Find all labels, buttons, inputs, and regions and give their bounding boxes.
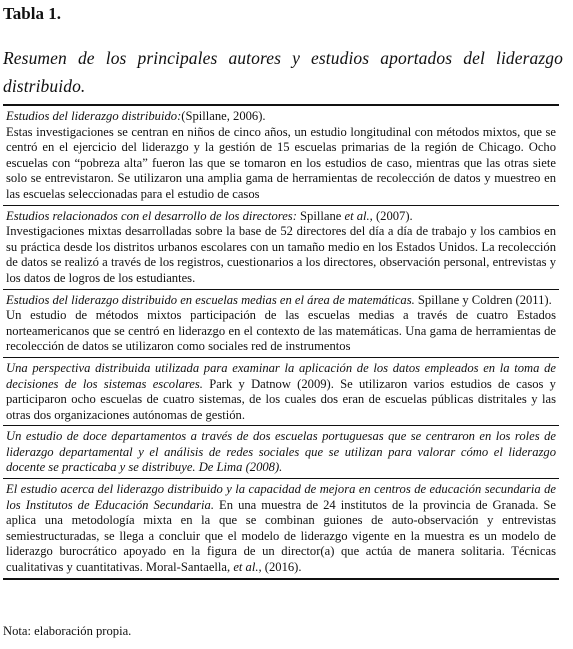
row-body: Un estudio de métodos mixtos participación de las escuelas medias a través de cuatro Estados norteamericanos que se centró en liderazgo en el contexto de las matemáticas. Una gama de herramientas de recolección de datos se utilizaron como sociales red de instrumentos — [6, 308, 556, 354]
row-citation: Spillane y Coldren (2011). — [414, 292, 552, 307]
row-title: Estudios del liderazgo distribuido en escuelas medias en el área de matemáticas. — [6, 292, 415, 307]
row-title: Estudios del liderazgo distribuido: — [6, 109, 182, 123]
table-row — [3, 358, 559, 426]
table-row — [3, 106, 559, 206]
table-row — [3, 290, 559, 358]
row-citation-year: (2007). — [372, 208, 413, 223]
row-body-etal: et al., — [233, 560, 262, 575]
table-label: Tabla 1. — [3, 4, 61, 23]
table-row — [3, 479, 559, 578]
row-body: Estas investigaciones se centran en niños de cinco años, un estudio longitudinal con métodos mixtos, que se centró en el ejercicio del liderazgo y la gestión de 15 escuelas primarias de la región de Chicago. Ocho escuelas con “pobreza alta” fueron las que se tomaron en los estudios de caso, mientras que las otras siete solo se entrevistaron. Se utilizaron una amplia gama de herramientas de recolección de datos y muestreo en las escuelas seleccionadas para el estudio de casos — [6, 124, 556, 201]
row-citation: (Spillane, 2006). — [181, 109, 266, 123]
table-row — [3, 206, 559, 290]
row-title: El estudio acerca del liderazgo distribuido y la capacidad de mejora en centros de educación secundaria de los Institutos de Educación Secundaria. — [6, 482, 556, 512]
row-citation: Spillane — [296, 208, 345, 223]
row-title: Estudios relacionados con el desarrollo de los directores: — [6, 208, 297, 223]
row-citation: Park y Datnow (2009). — [202, 376, 334, 391]
table-note: Nota: elaboración propia. — [3, 624, 132, 638]
row-title: Una perspectiva distribuida utilizada para examinar la aplicación de los datos empleados en la toma de decisiones de los sistemas escolares. — [6, 360, 556, 391]
row-citation-etal: et al., — [344, 208, 373, 223]
table-row — [3, 426, 559, 479]
row-title: Un estudio de doce departamentos a través de dos escuelas portuguesas que se centraron en los roles de liderazgo departamental y el análisis de redes sociales que se utilizan para valorar cómo el liderazgo docente se practicaba y se distribuye. De Lima (2008). — [6, 429, 556, 475]
table-title: Resumen de los principales autores y estudios aportados del liderazgo distribuido. — [3, 48, 563, 96]
row-body-year: (2016). — [261, 560, 302, 575]
row-body: Investigaciones mixtas desarrolladas sobre la base de 52 directores del día a día de trabajo y los cambios en su práctica desde los distritos urbanos escolares con un tamaño medio en los Estados Unidos. La recolección de datos se realizó a través de los registros, cuestionarios a los directores, observación personal, entrevistas y los datos de logros de los estudiantes. — [6, 224, 556, 285]
row-body: Se utilizaron varios estudios de casos y participaron ocho escuelas de cuatro sistemas, de los cuales dos eran de escuelas públicas distritales y las otras dos organizaciones autónomas de gestión. — [6, 376, 556, 422]
row-body: En una muestra de 24 institutos de la provincia de Granada. Se aplica una metodología mixta en la que se combinan guiones de auto-observación y entrevistas semiestructuradas, se llega a concluir que el modelo de liderazgo vigente en la muestra es un modelo de liderazgo burocrático apoyado en la figura de un director(a) que actúa de manera solitaria. Técnicas cualitativas y cuantitativas. Moral-Santaella, — [6, 497, 556, 575]
summary-table — [3, 104, 559, 580]
